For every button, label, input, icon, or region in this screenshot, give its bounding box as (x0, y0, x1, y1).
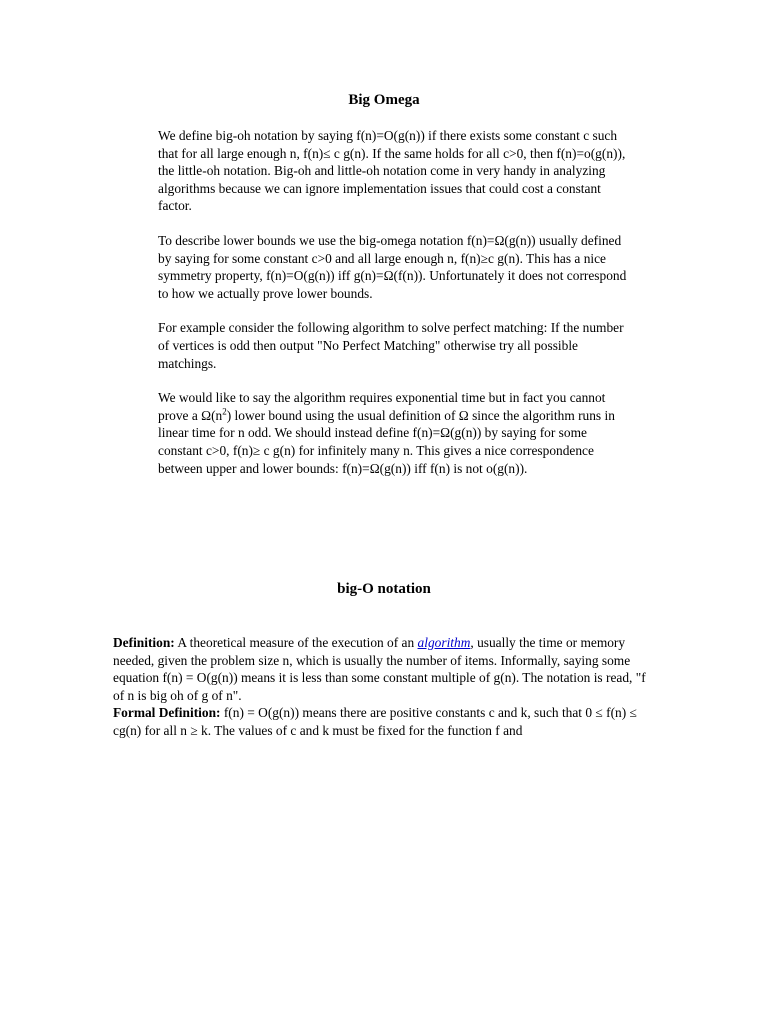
big-o-title: big-O notation (337, 581, 431, 597)
paragraph-exponential-time (158, 389, 628, 477)
definition-label: Definition: (113, 635, 175, 650)
paragraph-lower-bounds: To describe lower bounds we use the big-omega notation f(n)=Ω(g(n)) usually defined by saying for some constant c>0 and all large enough n, f(n)≥c g(n). This has a nice symmetry property, f(n)=O(g(n)) iff g(n)=Ω(f(n)). Unfortunately it does not correspond to how we actually prove lower bounds. (158, 232, 627, 301)
paragraph-perfect-matching-example: For example consider the following algorithm to solve perfect matching: If the number of vertices is odd then output "No Perfect Matching" otherwise try all possible matchings. (158, 320, 624, 371)
exponent-superscript: 2 (222, 406, 227, 417)
big-omega-title: Big Omega (348, 92, 420, 108)
big-o-section (113, 634, 653, 740)
formal-definition-paragraph (113, 704, 653, 739)
definition-paragraph (113, 634, 653, 704)
paragraph-big-oh-definition: We define big-oh notation by saying f(n)=O(g(n)) if there exists some constant c such that for all large enough n, f(n)≤ c g(n). If the same holds for all c>0, then f(n)=o(g(n)), the little-oh notation. Big-oh and little-oh notation come in very handy in analyzing algorithms because we can ignore implementation issues that could cost a constant factor. (158, 128, 626, 214)
formal-definition-text: f(n) = O(g(n)) means there are positive constants c and k, such that 0 ≤ f(n) ≤ cg(n) for all n ≥ k. The values of c and k must be fixed for the function f and (113, 705, 637, 738)
paragraph-exponential-time-part2: ) lower bound using the usual definition of Ω since the algorithm runs in linear time for n odd. We should instead define f(n)=Ω(g(n)) by saying for some constant c>0, f(n)≥ c g(n) for infinitely many n. This gives a nice correspondence between upper and lower bounds: f(n)=Ω(g(n)) iff f(n) is not o(g(n)). (158, 407, 615, 476)
paragraph-exponential-time-part1: We would like to say the algorithm requires exponential time but in fact you cannot prove a Ω(n (158, 390, 606, 423)
definition-text-part1: A theoretical measure of the execution of an (174, 635, 418, 650)
algorithm-link[interactable]: algorithm (417, 635, 471, 650)
formal-definition-label: Formal Definition: (113, 705, 221, 721)
definition-text-part2: , usually the time or memory needed, given the problem size n, which is usually the number of items. Informally, saying some equation f(n) = O(g(n)) means it is less than some constant multiple of g(n). The notation is read, "f of n is big oh of g of n". (113, 635, 646, 703)
big-omega-section (158, 127, 628, 494)
